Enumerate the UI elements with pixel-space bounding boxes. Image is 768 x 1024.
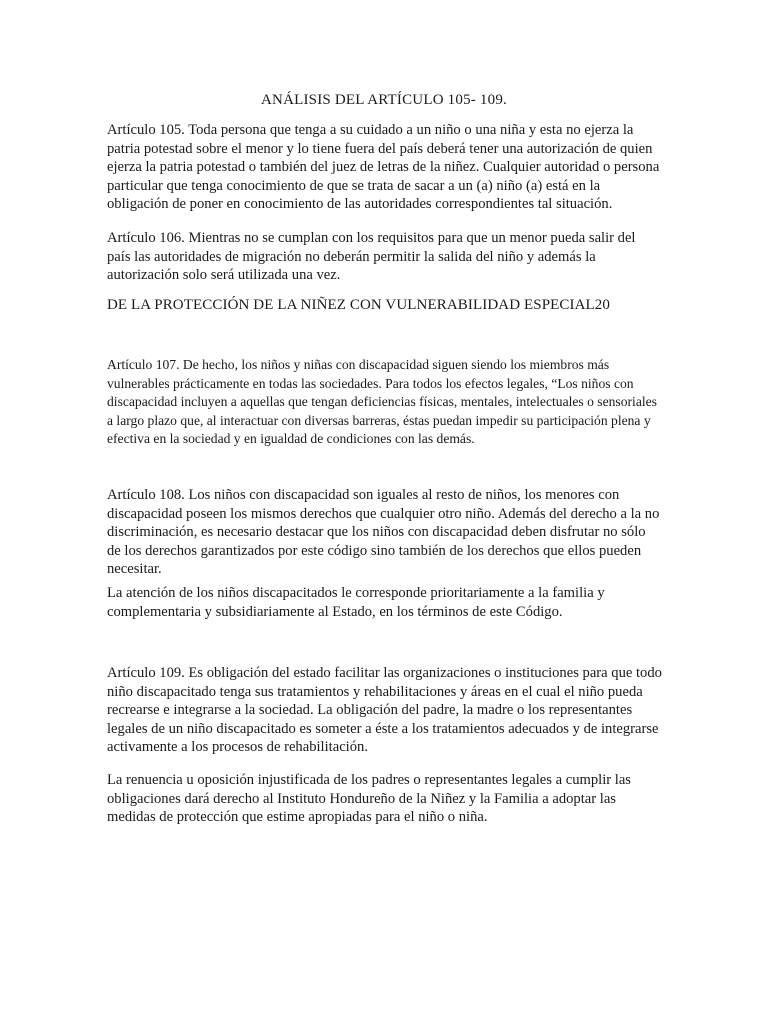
paragraph-articulo-105: Artículo 105. Toda persona que tenga a su cuidado a un niño o una niña y esta no ejerza la patria potestad sobre el menor y lo tiene fuera del país deberá tener una autorización de quien ejerza la patria potestad o también del juez de letras de la niñez. Cualquier autoridad o persona particular que tenga conocimiento de que se trata de sacar a un (a) niño (a) está en la obligación de poner en conocimiento de las autoridades correspondientes tal situación. (107, 122, 660, 213)
document-title: ANÁLISIS DEL ARTÍCULO 105- 109. (261, 92, 507, 108)
paragraph-articulo-109: Artículo 109. Es obligación del estado facilitar las organizaciones o instituciones para que todo niño discapacitado tenga sus tratamientos y rehabilitaciones y áreas en el cual el niño pueda recrearse e integrarse a la sociedad. La obligación del padre, la madre o los representantes legales de un niño discapacitado es someter a éste a los tratamientos adecuados y de integrarse activamente a los procesos de rehabilitación. (107, 665, 662, 756)
paragraph-atencion: La atención de los niños discapacitados le corresponde prioritariamente a la familia y complementaria y subsidiariamente al Estado, en los términos de este Código. (107, 585, 605, 620)
paragraph-articulo-108: Artículo 108. Los niños con discapacidad son iguales al resto de niños, los menores con discapacidad poseen los mismos derechos que cualquier otro niño. Además del derecho a la no discriminación, es necesario destacar que los niños con discapacidad deben disfrutar no sólo de los derechos garantizados por este código sino también de los derechos que ellos pueden necesitar. (107, 487, 660, 578)
paragraph-articulo-106: Artículo 106. Mientras no se cumplan con los requisitos para que un menor pueda salir del país las autoridades de migración no deberán permitir la salida del niño y además la autorización solo será utilizada una vez. (107, 230, 636, 284)
paragraph-articulo-107: Artículo 107. De hecho, los niños y niñas con discapacidad siguen siendo los miembros más vulnerables prácticamente en todas las sociedades. Para todos los efectos legales, “Los niños con discapacidad incluyen a aquellas que tengan deficiencias físicas, mentales, intelectuales o sensoriales a largo plazo que, al interactuar con diversas barreras, éstas puedan impedir su participación plena y efectiva en la sociedad y en igualdad de condiciones con las demás. (107, 357, 657, 447)
paragraph-renuencia: La renuencia u oposición injustificada de los padres o representantes legales a cumplir las obligaciones dará derecho al Instituto Hondureño de la Niñez y la Familia a adoptar las medidas de protección que estime apropiadas para el niño o niña. (107, 772, 631, 826)
section-heading: DE LA PROTECCIÓN DE LA NIÑEZ CON VULNERABILIDAD ESPECIAL20 (107, 297, 611, 313)
